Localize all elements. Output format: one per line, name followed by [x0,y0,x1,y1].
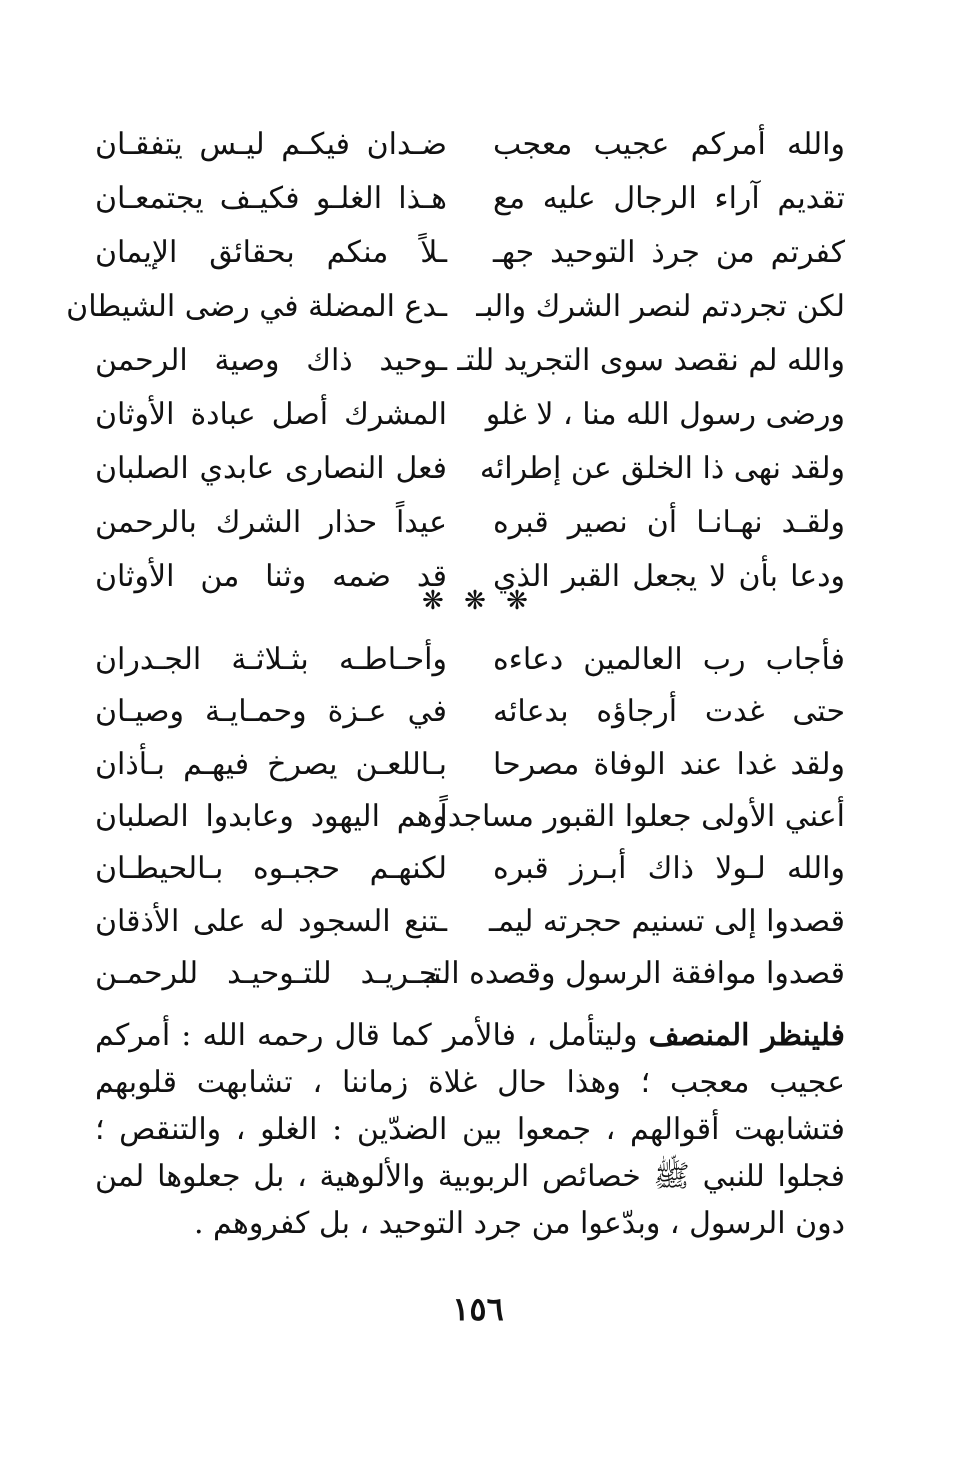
verse-first-hemistich: قصدوا إلى تسنيم حجرته ليمـ [489,903,845,939]
verse-second-hemistich: هـذا الغلـو فكيـف يجتمعـان [95,181,447,216]
verse [95,895,845,947]
paragraph-line [95,1012,845,1059]
page-number: ١٥٦ [452,1290,504,1328]
verse [66,280,845,334]
commentary-paragraph [95,1012,845,1247]
verse [95,634,845,686]
verse-first-hemistich: قصدوا موافقة الرسول وقصده التـ [424,955,845,991]
verse-second-hemistich: في عـزة وحمـايـة وصيـان [95,694,447,730]
verse [95,118,845,172]
verse-first-hemistich: والله لم نقصد سوى التجريد للتـ [457,343,845,378]
verse-second-hemistich: عيداً حذار الشرك بالرحمن [95,505,447,540]
verse [95,226,845,280]
verse-second-hemistich: قد ضمه وثنا من الأوثان [95,559,447,594]
paragraph-line: فجلوا للنبي ﷺ خصائص الربوبية والألوهية ، بل جعلوها لمن [95,1159,845,1194]
verse-second-hemistich: وأحـاطـه بثـلاثـة الجـدران [95,642,447,678]
verse [95,686,845,738]
paragraph-text: وليتأمل ، فالأمر كما قال رحمه الله : أمركم [95,1018,649,1053]
verse-second-hemistich: المشرك أصل عبادة الأوثان [95,397,447,432]
verse-second-hemistich: ـجـريـد للتـوحيـد للرحمـن [95,955,447,991]
verse-first-hemistich: ودعا بأن لا يجعل القبر الذي [493,559,845,594]
poem-section-2 [95,634,845,1000]
verse-second-hemistich: بـاللعـن يصرخ فيهـم بـأذان [95,746,447,782]
verse [95,172,845,226]
verse-first-hemistich: فأجاب رب العالمين دعاءه [493,642,845,678]
verse-first-hemistich: لكن تجردتم لنصر الشرك والبـ [476,289,845,324]
paragraph-line: دون الرسول ، وبدّعوا من جرد التوحيد ، بل كفروهم . [193,1206,845,1241]
verse [95,388,845,442]
verse-first-hemistich: ولقد غدا عند الوفاة مصرحا [493,746,845,782]
verse-first-hemistich: ورضى رسول الله منا ، لا غلو [485,397,845,432]
verse-second-hemistich: ـتنع السجود له على الأذقان [95,903,447,939]
verse [95,442,845,496]
verse-first-hemistich: تقديم آراء الرجال عليه مع [493,181,845,216]
verse-first-hemistich: والله أمركم عجيب معجب [493,127,845,162]
verse-second-hemistich: ـوحيد ذاك وصية الرحمن [95,343,447,378]
verse-first-hemistich: حتى غدت أرجاؤه بدعائه [493,694,845,730]
verse [95,791,845,843]
verse-first-hemistich: والله لـولا ذاك أبـرز قبره [493,851,845,887]
bold-lead-phrase: فلينظر المنصف [648,1018,845,1053]
verse [95,496,845,550]
verse-second-hemistich: ـلاً منكم بحقائق الإيمان [95,235,447,270]
verse-first-hemistich: كفرتم من جرذ التوحيد جهـ [493,235,845,270]
verse-first-hemistich: أعني الأولى جعلوا القبور مساجداً [439,799,845,835]
paragraph-line: عجيب معجب ؛ وهذا حال غلاة زماننا ، تشابهت قلوبهم [95,1065,845,1100]
verse-second-hemistich: وهم اليهود وعابدوا الصلبان [95,799,447,835]
verse-second-hemistich: لكنهـم حجبـوه بـالحيطـان [95,851,447,887]
verse-second-hemistich: ـدع المضلة في رضى الشيطان [66,289,447,324]
section-divider: ❋ ❋ ❋ [422,586,534,616]
verse-second-hemistich: ضـدان فيكـم ليـس يتفقـان [95,127,447,162]
paragraph-line: فتشابهت أقوالهم ، جمعوا بين الضدّين : الغلو ، والتنقص ؛ [95,1112,845,1147]
poem-section-1 [66,118,845,604]
verse-first-hemistich: ولقـد نهـانـا أن نصير قبره [493,505,845,540]
verse [95,334,845,388]
verse-first-hemistich: ولقد نهى ذا الخلق عن إطرائه [479,451,845,486]
verse [95,948,845,1000]
verse-second-hemistich: فعل النصارى عابدي الصلبان [95,451,447,486]
verse [95,843,845,895]
verse [95,739,845,791]
